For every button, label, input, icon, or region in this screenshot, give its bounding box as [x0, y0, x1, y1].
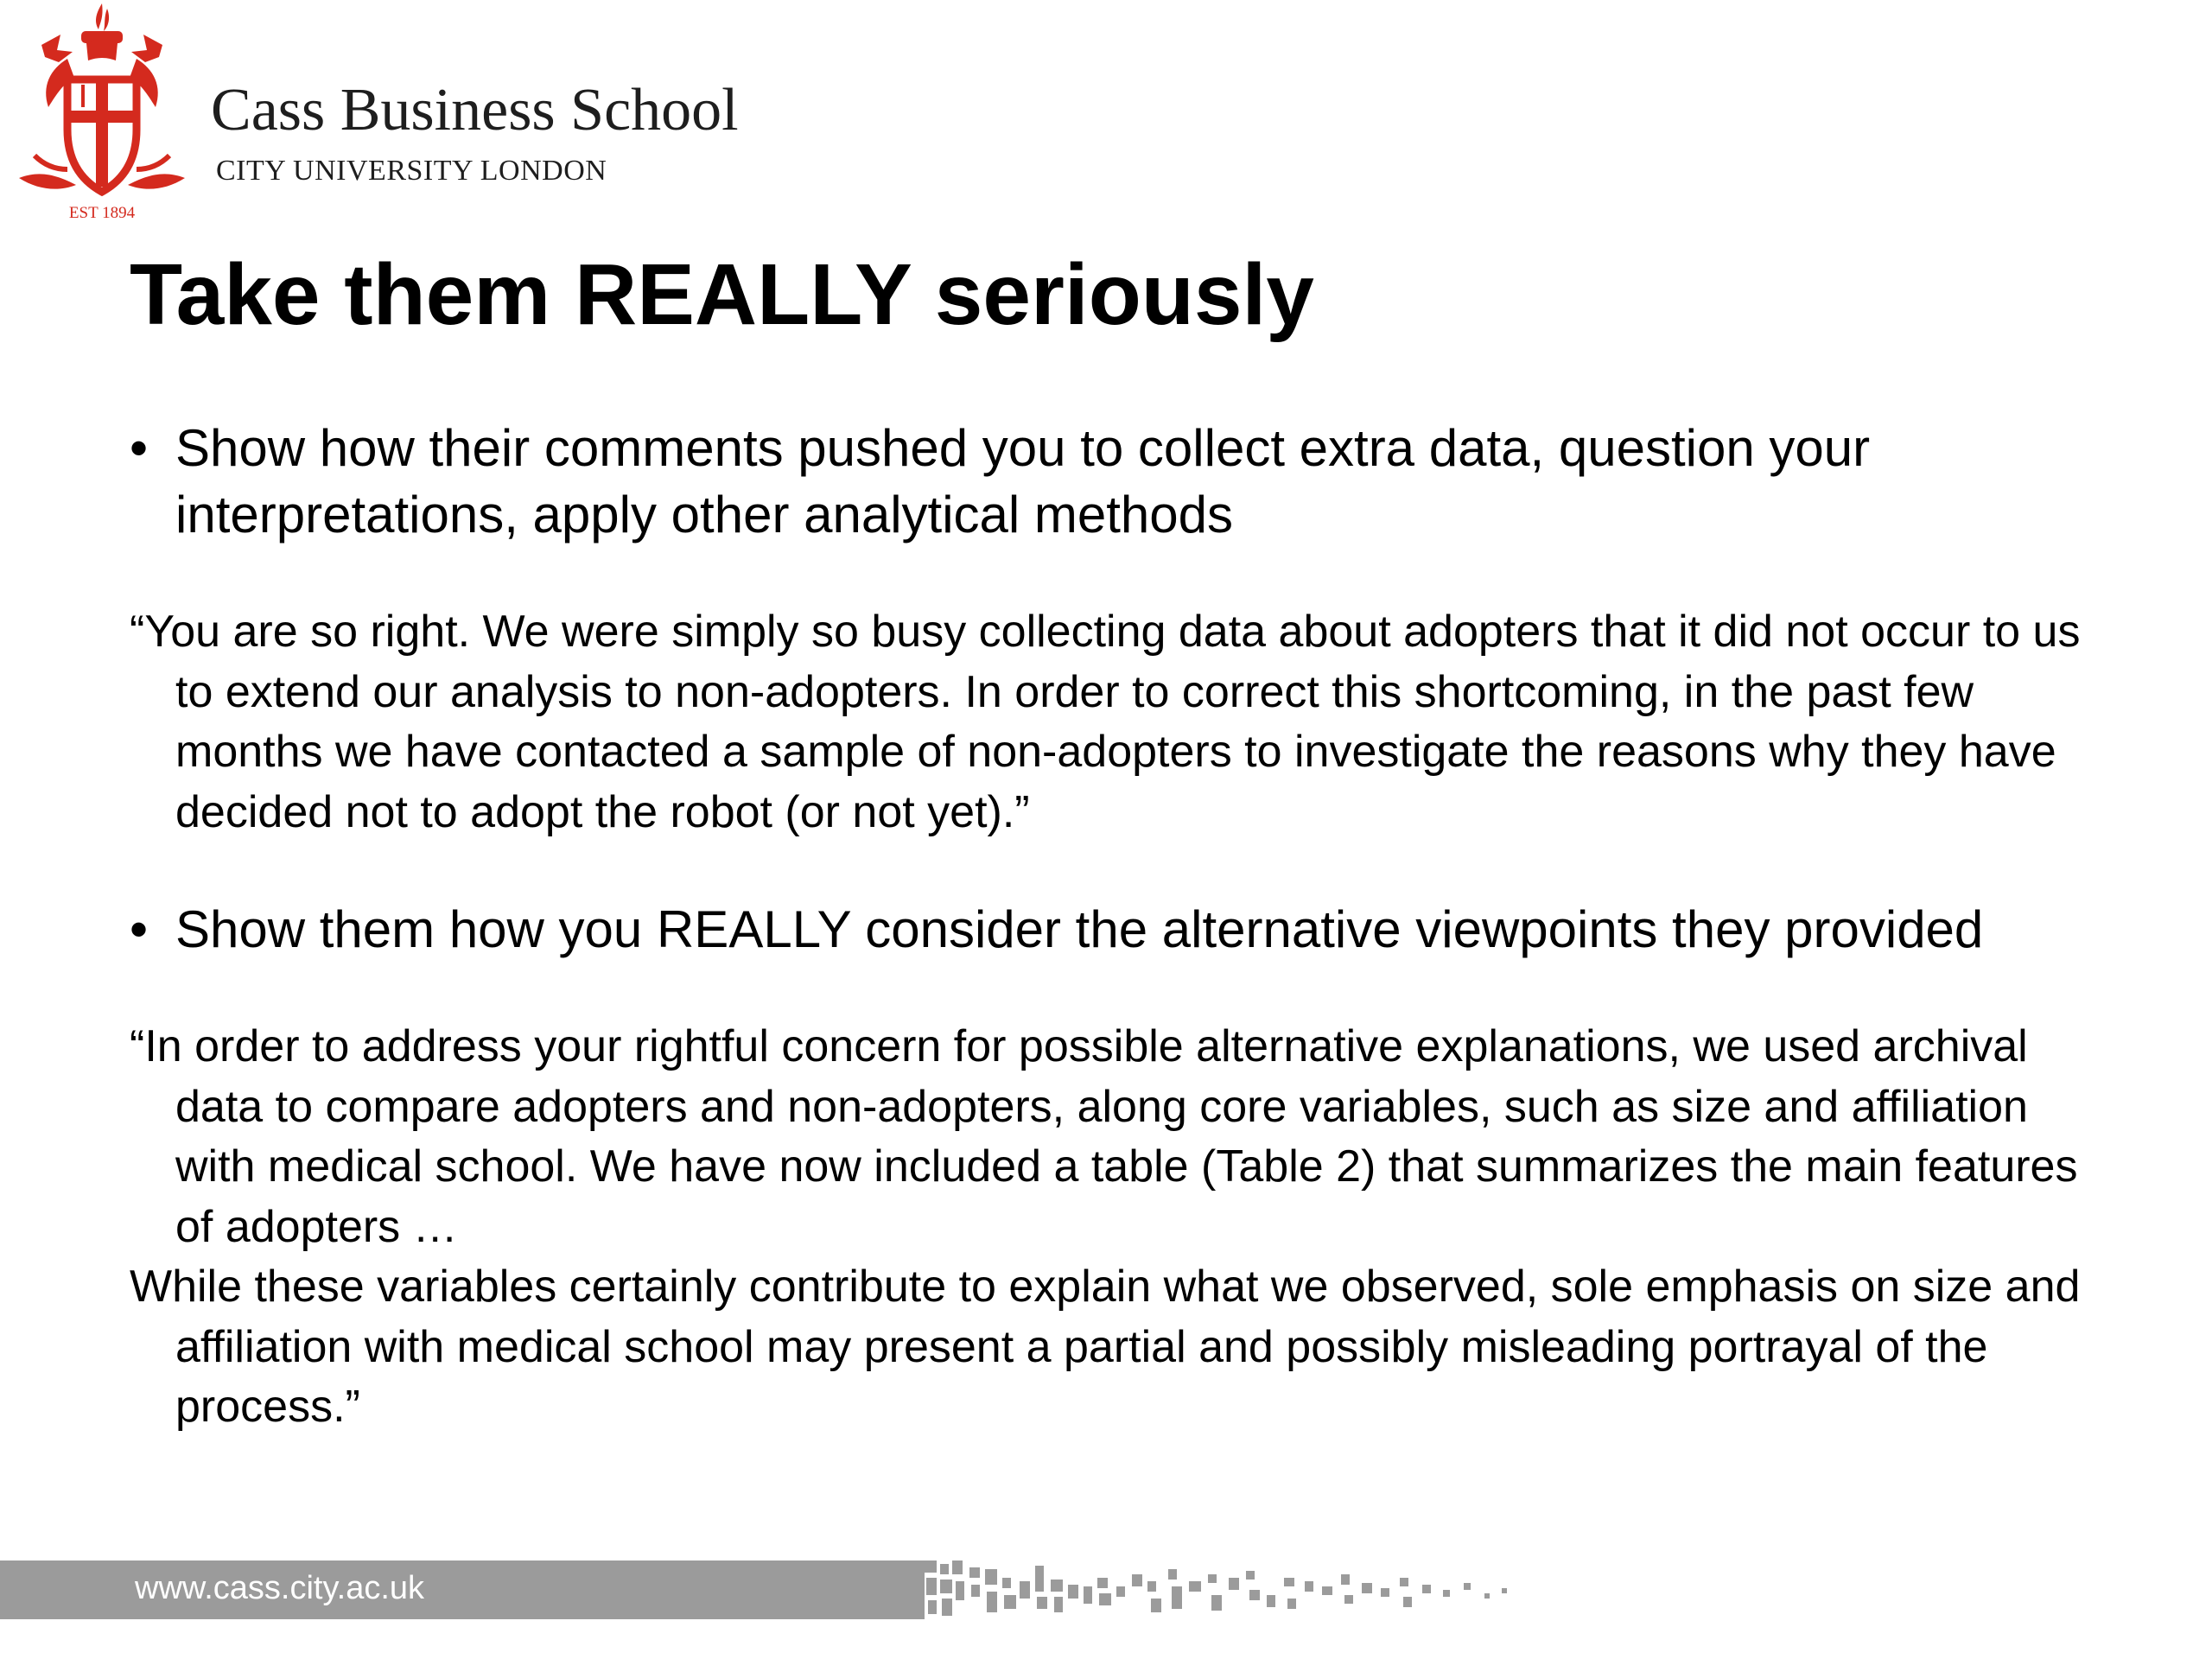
footer-url: www.cass.city.ac.uk	[135, 1570, 425, 1606]
bullet-text: Show them how you REALLY consider the alternative viewpoints they provided	[175, 900, 1984, 958]
est-label: EST 1894	[68, 204, 136, 222]
quote-paragraph: “You are so right. We were simply so busy collecting data about adopters that it did not occur to us to extend our analysis to non-adopters. In order to correct this shortcoming, in the past few months we have contacted a sample of non-adopters to investigate the reasons why they have decided not to adopt the robot (or not yet).”	[130, 607, 2081, 837]
bullet-text: Show how their comments pushed you to collect extra data, question your interpretations, apply other analytical methods	[175, 419, 1871, 543]
bullet-item	[130, 896, 2117, 963]
coat-of-arms-icon	[7, 0, 197, 226]
bullet-dot-icon: •	[130, 900, 149, 958]
slide-body	[130, 415, 2117, 1438]
bullet-dot-icon: •	[130, 419, 149, 477]
university-name: CITY UNIVERSITY LONDON	[216, 155, 607, 187]
slide-title: Take them REALLY seriously	[130, 246, 1314, 343]
pixel-pattern-decoration	[925, 1560, 1529, 1619]
school-name: Cass Business School	[211, 77, 739, 143]
bullet-item	[130, 415, 2117, 548]
quote-paragraph: “In order to address your rightful concern for possible alternative explanations, we used archival data to compare adopters and non-adopters, along core variables, such as size and affiliation with medical school. We have now included a table (Table 2) that summarizes the main features of adopters …	[130, 1021, 2078, 1252]
quote-paragraph: While these variables certainly contribute to explain what we observed, sole emphasis on size and affiliation with medical school may present a partial and possibly misleading portrayal of the process.”	[130, 1262, 2081, 1432]
